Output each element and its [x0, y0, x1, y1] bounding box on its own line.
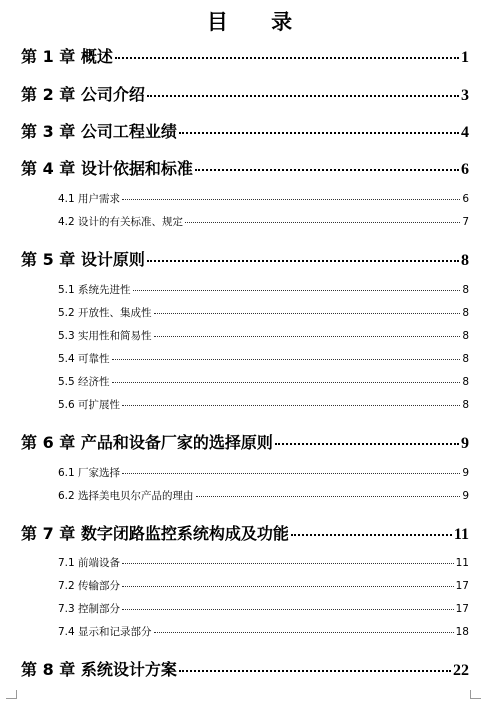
toc-section-entry[interactable] — [58, 465, 469, 480]
toc-entry-label: 第 4 章 设计依据和标准 — [21, 159, 193, 178]
toc-entry-label: 7.1 前端设备 — [58, 557, 121, 569]
toc-section-entry[interactable] — [58, 328, 469, 343]
toc-section-entry[interactable] — [58, 351, 469, 366]
toc-page-number: 3 — [461, 87, 469, 104]
toc-dot-leader — [275, 443, 459, 445]
toc-page-number: 6 — [462, 193, 469, 205]
toc-page-number: 7 — [462, 216, 469, 228]
toc-chapter-entry[interactable] — [21, 430, 469, 453]
toc-page-number: 8 — [462, 330, 469, 342]
toc-entry-label: 第 5 章 设计原则 — [21, 250, 145, 269]
toc-section-entry[interactable] — [58, 578, 469, 593]
toc-entry-label: 第 7 章 数字闭路监控系统构成及功能 — [21, 524, 289, 543]
toc-page-number: 8 — [462, 399, 469, 411]
toc-page-number: 8 — [462, 284, 469, 296]
toc-dot-leader — [122, 199, 460, 200]
toc-section-entry[interactable] — [58, 555, 469, 570]
toc-page-number: 11 — [455, 557, 469, 569]
toc-entry-label: 6.1 厂家选择 — [58, 467, 121, 479]
toc-page-number: 11 — [453, 526, 469, 543]
toc-section-entry[interactable] — [58, 305, 469, 320]
toc-page-number: 22 — [453, 662, 469, 679]
toc-entry-label: 5.1 系统先进性 — [58, 284, 131, 296]
toc-dot-leader — [122, 473, 460, 474]
toc-dot-leader — [291, 534, 452, 536]
toc-chapter-entry[interactable] — [21, 119, 469, 142]
toc-dot-leader — [122, 405, 460, 406]
toc-dot-leader — [122, 563, 454, 564]
toc-page-number: 9 — [462, 467, 469, 479]
toc-entry-label: 第 6 章 产品和设备厂家的选择原则 — [21, 433, 273, 452]
toc-dot-leader — [185, 222, 460, 223]
toc-page-number: 8 — [462, 376, 469, 388]
toc-dot-leader — [154, 336, 461, 337]
toc-chapter-entry[interactable] — [21, 657, 469, 680]
toc-entry-label: 5.3 实用性和简易性 — [58, 330, 152, 342]
toc-entry-label: 5.4 可靠性 — [58, 353, 110, 365]
toc-entry-label: 7.4 显示和记录部分 — [58, 626, 152, 638]
toc-entry-label: 4.2 设计的有关标准、规定 — [58, 216, 184, 228]
toc-page-number: 8 — [462, 353, 469, 365]
toc-dot-leader — [179, 132, 459, 134]
toc-dot-leader — [147, 260, 459, 262]
toc-dot-leader — [112, 359, 461, 360]
toc-entry-label: 第 1 章 概述 — [21, 47, 113, 66]
toc-entry-label: 第 8 章 系统设计方案 — [21, 660, 177, 679]
toc-page-number: 8 — [462, 307, 469, 319]
toc-dot-leader — [154, 632, 454, 633]
toc-dot-leader — [133, 290, 461, 291]
toc-dot-leader — [122, 586, 454, 587]
page-corner-mark — [6, 690, 17, 699]
toc-page-number: 9 — [462, 490, 469, 502]
toc-dot-leader — [179, 670, 451, 672]
toc-chapter-entry[interactable] — [21, 247, 469, 270]
toc-dot-leader — [195, 169, 459, 171]
toc-chapter-entry[interactable] — [21, 521, 469, 544]
toc-section-entry[interactable] — [58, 282, 469, 297]
toc-entry-label: 5.5 经济性 — [58, 376, 110, 388]
toc-page-number: 18 — [455, 626, 469, 638]
toc-page-number: 17 — [455, 580, 469, 592]
toc-section-entry[interactable] — [58, 624, 469, 639]
toc-entry-label: 6.2 选择美电贝尔产品的理由 — [58, 490, 194, 502]
toc-section-entry[interactable] — [58, 374, 469, 389]
toc-page-number: 6 — [461, 161, 469, 178]
page-corner-mark — [470, 690, 481, 699]
toc-dot-leader — [154, 313, 461, 314]
toc-dot-leader — [122, 609, 454, 610]
toc-page-number: 8 — [461, 252, 469, 269]
toc-page-number: 17 — [455, 603, 469, 615]
toc-section-entry[interactable] — [58, 601, 469, 616]
toc-chapter-entry[interactable] — [21, 156, 469, 179]
toc-entry-label: 第 2 章 公司介绍 — [21, 85, 145, 104]
toc-section-entry[interactable] — [58, 191, 469, 206]
toc-dot-leader — [196, 496, 461, 497]
toc-entry-label: 5.2 开放性、集成性 — [58, 307, 152, 319]
toc-page-number: 9 — [461, 435, 469, 452]
toc-entry-label: 第 3 章 公司工程业绩 — [21, 122, 177, 141]
toc-dot-leader — [112, 382, 461, 383]
toc-chapter-entry[interactable] — [21, 82, 469, 105]
toc-entry-label: 5.6 可扩展性 — [58, 399, 121, 411]
toc-entry-label: 7.3 控制部分 — [58, 603, 121, 615]
toc-entry-label: 4.1 用户需求 — [58, 193, 121, 205]
toc-chapter-entry[interactable] — [21, 44, 469, 67]
toc-section-entry[interactable] — [58, 214, 469, 229]
toc-dot-leader — [115, 57, 459, 59]
toc-title: 目 录 — [206, 10, 311, 34]
toc-section-entry[interactable] — [58, 488, 469, 503]
toc-dot-leader — [147, 95, 459, 97]
toc-entry-label: 7.2 传输部分 — [58, 580, 121, 592]
toc-page-number: 4 — [461, 124, 469, 141]
toc-page-number: 1 — [461, 49, 469, 66]
toc-section-entry[interactable] — [58, 397, 469, 412]
